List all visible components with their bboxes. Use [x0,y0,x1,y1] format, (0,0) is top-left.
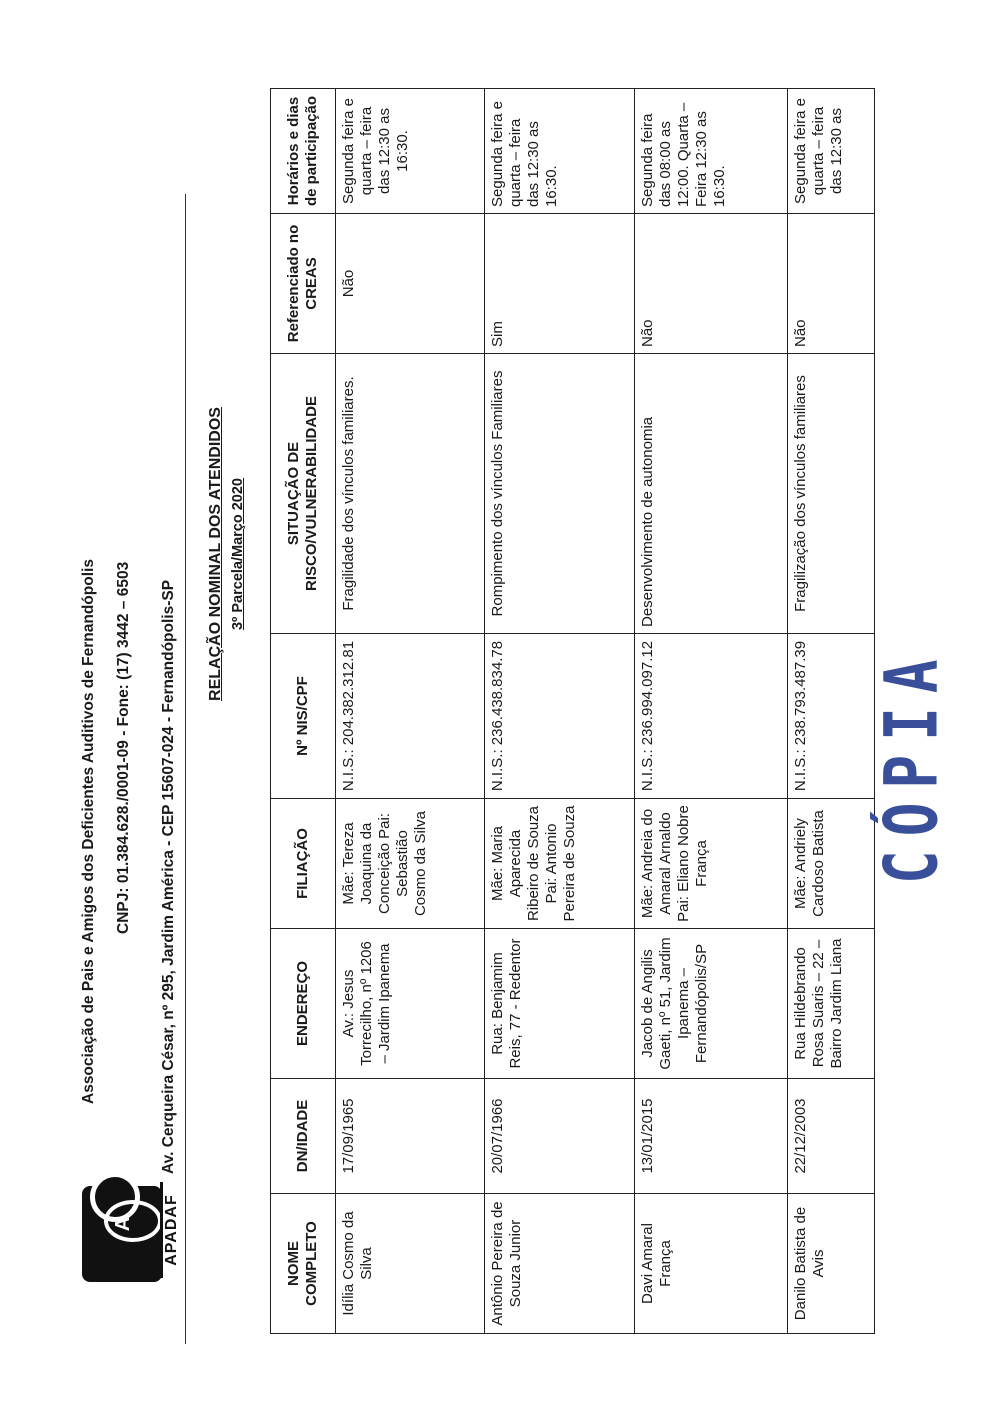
org-address: Av. Cerqueira César, nº 295, Jardim América - CEP 15607-024 - Fernandópolis-SP [160,579,177,1174]
col-header-schedule: Horários e dias de participação [271,89,336,214]
col-header-address: ENDEREÇO [271,929,336,1079]
org-name: Associação de Pais e Amigos dos Deficientes Auditivos de Fernandópolis [80,559,97,1104]
cell-schedule: Segunda feira das 08:00 as 12:00. Quarta – Feira 12:30 as 16:30. [635,89,788,214]
cell-creas: Não [635,214,788,354]
cell-filiation: Mãe: Andreia do Amaral Arnaldo Pai: Eliano Nobre França [635,799,788,929]
cell-risk: Fragilidade dos vínculos familiares. [336,354,485,634]
cell-risk: Rompimento dos vínculos Familiares [485,354,635,634]
cell-schedule: Segunda feira e quarta – feira das 12:30 as [788,89,875,214]
logo-mark [82,1186,162,1282]
cell-risk: Fragilização dos vínculos familiares [788,354,875,634]
col-header-nis: Nº NIS/CPF [271,634,336,799]
report-subtitle: 3º Parcela/Março 2020 [230,478,246,631]
copy-stamp: CÓPIA [870,645,955,884]
cell-address: Rua: Benjamim Reis, 77 - Redentor [485,929,635,1079]
cell-name: Danilo Batista de Avis [788,1194,875,1334]
table-row [788,89,875,1334]
table-row [336,89,485,1334]
beneficiaries-table [270,88,875,1334]
cell-address: Rua Hildebrando Rosa Suaris – 22 – Bairro Jardim Liana [788,929,875,1079]
cell-address: Av.: Jesus Torrecilho, nº 1206 – Jardim Ipanema [336,929,485,1079]
logo-letter: A [112,1216,134,1232]
cell-name: Idília Cosmo da Silva [336,1194,485,1334]
cell-creas: Sim [485,214,635,354]
cell-filiation: Mãe: Maria Aparecida Ribeiro de Souza Pai: Antonio Pereira de Souza [485,799,635,929]
cell-birth: 13/01/2015 [635,1079,788,1194]
table-row [485,89,635,1334]
cell-name: Antônio Pereira de Souza Junior [485,1194,635,1334]
logo-text: APADAF [160,1182,181,1278]
cell-birth: 22/12/2003 [788,1079,875,1194]
col-header-filiation: FILIAÇÃO [271,799,336,929]
cell-schedule: Segunda feira e quarta – feira das 12:30 as 16:30. [336,89,485,214]
cell-nis: N.I.S.: 236.438.834.78 [485,634,635,799]
col-header-creas: Referenciado no CREAS [271,214,336,354]
cell-creas: Não [788,214,875,354]
cell-filiation: Mãe: Andriely Cardoso Batista [788,799,875,929]
col-header-name: NOME COMPLETO [271,1194,336,1334]
col-header-risk: SITUAÇÃO DE RISCO/VULNERABILIDADE [271,354,336,634]
cell-filiation: Mãe: Tereza Joaquina da Conceição Pai: Sebastião Cosmo da Silva [336,799,485,929]
cell-creas: Não [336,214,485,354]
cell-nis: N.I.S.: 238.793.487.39 [788,634,875,799]
cell-nis: N.I.S.: 204.382.312.81 [336,634,485,799]
cell-nis: N.I.S.: 236.994.097.12 [635,634,788,799]
col-header-birth: DN/IDADE [271,1079,336,1194]
cell-name: Davi Amaral França [635,1194,788,1334]
table-header-row [271,89,336,1334]
cell-risk: Desenvolvimento de autonomia [635,354,788,634]
report-title: RELAÇÃO NOMINAL DOS ATENDIDOS [207,407,224,701]
header-divider [185,194,186,1344]
cell-address: Jacob de Angilis Gaeti, nº 51, Jardim Ipanema – Fernandópolis/SP [635,929,788,1079]
table-row [635,89,788,1334]
cell-birth: 17/09/1965 [336,1079,485,1194]
cell-birth: 20/07/1966 [485,1079,635,1194]
apadaf-logo [82,1164,178,1306]
org-cnpj-phone: CNPJ: 01.384.628./0001-09 - Fone: (17) 3442 – 6503 [115,561,132,934]
cell-schedule: Segunda feira e quarta – feira das 12:30 as 16:30. [485,89,635,214]
